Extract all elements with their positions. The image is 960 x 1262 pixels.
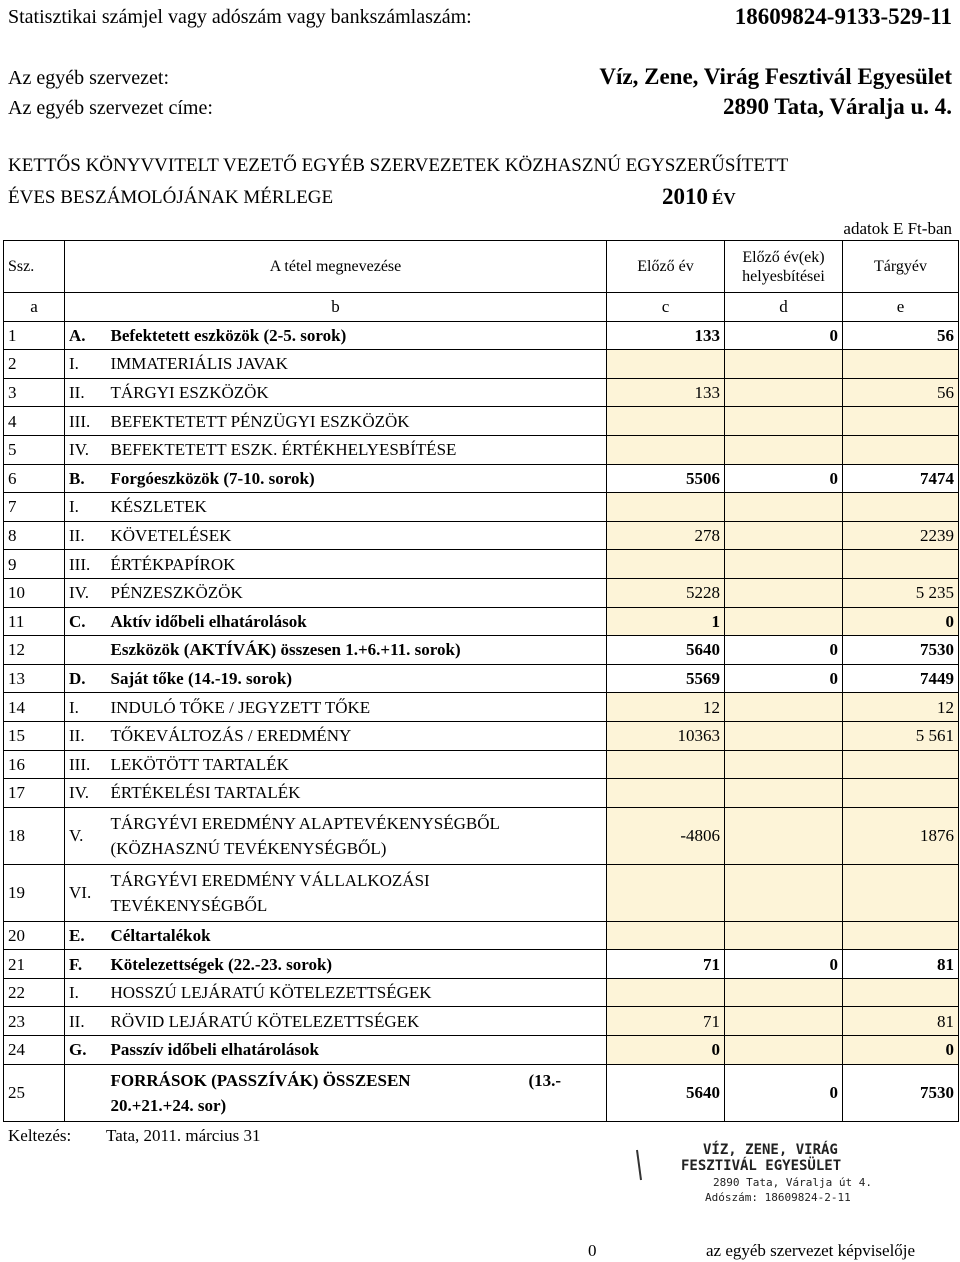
table-row [4, 636, 959, 665]
row-value-e: 7474 [843, 464, 959, 493]
row-number: 15 [4, 721, 65, 750]
row-value-e [843, 864, 959, 921]
row-label: RÖVID LEJÁRATÚ KÖTELEZETTSÉGEK [107, 1007, 607, 1036]
row-prefix: VI. [65, 864, 107, 921]
stamp-line1: VÍZ, ZENE, VIRÁG [703, 1142, 838, 1158]
row-value-d [725, 921, 843, 950]
row-prefix: II. [65, 378, 107, 407]
col-header-prev: Előző év [607, 241, 725, 293]
row-value-e: 56 [843, 321, 959, 350]
table-row [4, 807, 959, 864]
row-value-c: 0 [607, 1036, 725, 1065]
col-letter-a: a [4, 293, 65, 322]
row-label: Eszközök (AKTÍVÁK) összesen 1.+6.+11. sorok) [107, 636, 607, 665]
row-number: 18 [4, 807, 65, 864]
table-row [4, 664, 959, 693]
col-letter-e: e [843, 293, 959, 322]
row-value-c: 133 [607, 321, 725, 350]
table-row [4, 550, 959, 579]
row-value-e: 7449 [843, 664, 959, 693]
row-value-e [843, 750, 959, 779]
table-row [4, 435, 959, 464]
col-header-name: A tétel megnevezése [65, 241, 607, 293]
row-prefix: D. [65, 664, 107, 693]
row-value-c [607, 550, 725, 579]
row-value-d [725, 721, 843, 750]
row-prefix: II. [65, 1007, 107, 1036]
row-value-c: 5569 [607, 664, 725, 693]
row-value-e: 56 [843, 378, 959, 407]
report-year [662, 184, 736, 210]
row-value-e [843, 978, 959, 1007]
row-number: 1 [4, 321, 65, 350]
year-value: 2010 [662, 184, 708, 209]
row-value-d [725, 550, 843, 579]
row-value-c: 5640 [607, 636, 725, 665]
row-value-d [725, 521, 843, 550]
row-value-c [607, 435, 725, 464]
row-value-d [725, 350, 843, 379]
row-prefix: I. [65, 350, 107, 379]
table-row [4, 521, 959, 550]
tax-id-label: Statisztikai számjel vagy adószám vagy bankszámlaszám: [8, 6, 472, 28]
row-label: Kötelezettségek (22.-23. sorok) [107, 950, 607, 979]
report-title-line1: KETTŐS KÖNYVVITELT VEZETŐ EGYÉB SZERVEZETEK KÖZHASZNÚ EGYSZERŰSÍTETT [8, 155, 789, 176]
table-row [4, 950, 959, 979]
row-label-line1: FORRÁSOK (PASSZÍVÁK) ÖSSZESEN [110, 1070, 411, 1090]
row-number: 22 [4, 978, 65, 1007]
table-row [4, 407, 959, 436]
row-value-c: 5506 [607, 464, 725, 493]
row-value-d: 0 [725, 950, 843, 979]
report-title-line2: ÉVES BESZÁMOLÓJÁNAK MÉRLEGE [8, 187, 334, 208]
row-value-c: 5228 [607, 578, 725, 607]
table-row [4, 321, 959, 350]
balance-sheet-table [3, 240, 959, 1122]
row-number: 20 [4, 921, 65, 950]
row-prefix: I. [65, 693, 107, 722]
row-value-c: 71 [607, 1007, 725, 1036]
table-row [4, 1064, 959, 1121]
col-letter-c: c [607, 293, 725, 322]
address-label: Az egyéb szervezet címe: [8, 97, 213, 119]
row-value-d [725, 1007, 843, 1036]
row-label: HOSSZÚ LEJÁRATÚ KÖTELEZETTSÉGEK [107, 978, 607, 1007]
row-label: Forgóeszközök (7-10. sorok) [107, 464, 607, 493]
row-label: Aktív időbeli elhatárolások [107, 607, 607, 636]
row-value-c: 12 [607, 693, 725, 722]
row-value-c: 1 [607, 607, 725, 636]
row-number: 17 [4, 779, 65, 808]
row-number: 25 [4, 1064, 65, 1121]
row-label: BEFEKTETETT ESZK. ÉRTÉKHELYESBÍTÉSE [107, 435, 607, 464]
row-value-d [725, 807, 843, 864]
table-row [4, 493, 959, 522]
col-header-ssz: Ssz. [4, 241, 65, 293]
row-number: 12 [4, 636, 65, 665]
row-prefix: III. [65, 550, 107, 579]
row-number: 21 [4, 950, 65, 979]
row-label: Passzív időbeli elhatárolások [107, 1036, 607, 1065]
table-row [4, 978, 959, 1007]
row-label-line2: 20.+21.+24. sor) [110, 1095, 227, 1115]
row-prefix: III. [65, 750, 107, 779]
row-value-d [725, 578, 843, 607]
row-number: 10 [4, 578, 65, 607]
row-prefix [65, 636, 107, 665]
table-row [4, 1007, 959, 1036]
row-prefix: II. [65, 721, 107, 750]
row-prefix: V. [65, 807, 107, 864]
row-number: 8 [4, 521, 65, 550]
row-number: 23 [4, 1007, 65, 1036]
row-value-c [607, 493, 725, 522]
row-value-e: 7530 [843, 636, 959, 665]
row-value-e: 7530 [843, 1064, 959, 1121]
row-value-c: -4806 [607, 807, 725, 864]
row-label [107, 1064, 607, 1121]
col-header-curr: Tárgyév [843, 241, 959, 293]
row-prefix [65, 1064, 107, 1121]
stamp-line4: Adószám: 18609824-2-11 [705, 1191, 851, 1204]
row-label: INDULÓ TŐKE / JEGYZETT TŐKE [107, 693, 607, 722]
column-letter-row [4, 293, 959, 322]
row-value-d: 0 [725, 321, 843, 350]
row-number: 19 [4, 864, 65, 921]
row-value-e [843, 350, 959, 379]
col-letter-d: d [725, 293, 843, 322]
row-number: 4 [4, 407, 65, 436]
row-label: TŐKEVÁLTOZÁS / EREDMÉNY [107, 721, 607, 750]
row-number: 7 [4, 493, 65, 522]
row-prefix: B. [65, 464, 107, 493]
row-number: 6 [4, 464, 65, 493]
row-number: 13 [4, 664, 65, 693]
row-value-e [843, 493, 959, 522]
table-row [4, 350, 959, 379]
row-number: 24 [4, 1036, 65, 1065]
stamp-line3: 2890 Tata, Váralja út 4. [713, 1176, 872, 1189]
row-label: Befektetett eszközök (2-5. sorok) [107, 321, 607, 350]
row-label-line1: TÁRGYÉVI EREDMÉNY VÁLLALKOZÁSI [110, 870, 430, 890]
row-prefix: I. [65, 978, 107, 1007]
row-value-d [725, 864, 843, 921]
row-value-e: 5 235 [843, 578, 959, 607]
table-row [4, 693, 959, 722]
row-label: PÉNZESZKÖZÖK [107, 578, 607, 607]
table-row [4, 921, 959, 950]
row-value-d [725, 607, 843, 636]
organization-value: Víz, Zene, Virág Fesztivál Egyesület [599, 64, 952, 89]
row-value-c [607, 921, 725, 950]
row-label-extra: (13.- [528, 1070, 562, 1090]
row-label: Saját tőke (14.-19. sorok) [107, 664, 607, 693]
row-label: KÖVETELÉSEK [107, 521, 607, 550]
row-number: 9 [4, 550, 65, 579]
row-value-d [725, 750, 843, 779]
row-prefix: F. [65, 950, 107, 979]
row-label: LEKÖTÖTT TARTALÉK [107, 750, 607, 779]
row-value-c [607, 350, 725, 379]
column-header-row [4, 241, 959, 293]
row-value-c: 133 [607, 378, 725, 407]
row-number: 14 [4, 693, 65, 722]
col-header-corrections-line1: Előző év(ek) [742, 248, 825, 266]
row-label: TÁRGYI ESZKÖZÖK [107, 378, 607, 407]
row-value-e: 0 [843, 607, 959, 636]
col-header-corrections-line2: helyesbítései [742, 267, 825, 285]
table-row [4, 864, 959, 921]
row-value-e: 0 [843, 1036, 959, 1065]
row-number: 2 [4, 350, 65, 379]
organization-stamp [635, 1140, 872, 1220]
row-label: KÉSZLETEK [107, 493, 607, 522]
row-value-c: 278 [607, 521, 725, 550]
row-value-d [725, 407, 843, 436]
row-label: Céltartalékok [107, 921, 607, 950]
row-label-line2: TEVÉKENYSÉGBŐL [110, 895, 268, 915]
year-suffix: ÉV [712, 189, 736, 208]
row-prefix: E. [65, 921, 107, 950]
row-label-line2: (KÖZHASZNÚ TEVÉKENYSÉGBŐL) [110, 838, 387, 858]
row-label: BEFEKTETETT PÉNZÜGYI ESZKÖZÖK [107, 407, 607, 436]
row-value-e [843, 550, 959, 579]
row-label [107, 807, 607, 864]
row-value-c [607, 864, 725, 921]
row-value-e: 81 [843, 1007, 959, 1036]
address-value: 2890 Tata, Váralja u. 4. [723, 94, 952, 119]
row-label: ÉRTÉKPAPÍROK [107, 550, 607, 579]
row-value-e: 12 [843, 693, 959, 722]
row-value-c [607, 978, 725, 1007]
stamp-line2: FESZTIVÁL EGYESÜLET [681, 1158, 842, 1174]
row-value-e: 2239 [843, 521, 959, 550]
table-row [4, 378, 959, 407]
table-row [4, 578, 959, 607]
row-value-d: 0 [725, 664, 843, 693]
table-row [4, 750, 959, 779]
row-value-d: 0 [725, 464, 843, 493]
row-prefix: G. [65, 1036, 107, 1065]
row-label-line1: TÁRGYÉVI EREDMÉNY ALAPTEVÉKENYSÉGBŐL [110, 813, 500, 833]
col-letter-b: b [65, 293, 607, 322]
representative-label: az egyéb szervezet képviselője [706, 1241, 916, 1260]
row-value-c [607, 779, 725, 808]
row-prefix: III. [65, 407, 107, 436]
row-value-e [843, 921, 959, 950]
row-prefix: IV. [65, 779, 107, 808]
table-row [4, 607, 959, 636]
col-header-corrections [725, 241, 843, 293]
row-number: 16 [4, 750, 65, 779]
row-prefix: C. [65, 607, 107, 636]
row-value-d [725, 779, 843, 808]
footer-zero: 0 [588, 1241, 597, 1260]
row-value-d [725, 1036, 843, 1065]
table-row [4, 464, 959, 493]
row-value-d [725, 693, 843, 722]
row-prefix: II. [65, 521, 107, 550]
tax-id-value: 18609824-9133-529-11 [734, 4, 952, 29]
row-prefix: IV. [65, 435, 107, 464]
row-prefix: A. [65, 321, 107, 350]
row-value-d [725, 978, 843, 1007]
row-value-c [607, 750, 725, 779]
row-prefix: IV. [65, 578, 107, 607]
row-value-e: 1876 [843, 807, 959, 864]
table-row [4, 721, 959, 750]
row-value-d: 0 [725, 1064, 843, 1121]
row-prefix: I. [65, 493, 107, 522]
row-value-c: 10363 [607, 721, 725, 750]
row-label [107, 864, 607, 921]
row-value-d [725, 435, 843, 464]
row-value-e [843, 779, 959, 808]
date-label: Keltezés: [8, 1126, 72, 1145]
date-value: Tata, 2011. március 31 [106, 1126, 261, 1145]
row-number: 3 [4, 378, 65, 407]
row-value-d [725, 493, 843, 522]
unit-note: adatok E Ft-ban [843, 219, 952, 238]
row-value-d: 0 [725, 636, 843, 665]
table-row [4, 1036, 959, 1065]
table-row [4, 779, 959, 808]
row-value-c: 5640 [607, 1064, 725, 1121]
row-value-c [607, 407, 725, 436]
row-value-e [843, 435, 959, 464]
organization-label: Az egyéb szervezet: [8, 67, 170, 89]
row-number: 5 [4, 435, 65, 464]
row-value-d [725, 378, 843, 407]
row-label: ÉRTÉKELÉSI TARTALÉK [107, 779, 607, 808]
row-number: 11 [4, 607, 65, 636]
row-label: IMMATERIÁLIS JAVAK [107, 350, 607, 379]
row-value-c: 71 [607, 950, 725, 979]
row-value-e: 81 [843, 950, 959, 979]
row-value-e [843, 407, 959, 436]
row-value-e: 5 561 [843, 721, 959, 750]
